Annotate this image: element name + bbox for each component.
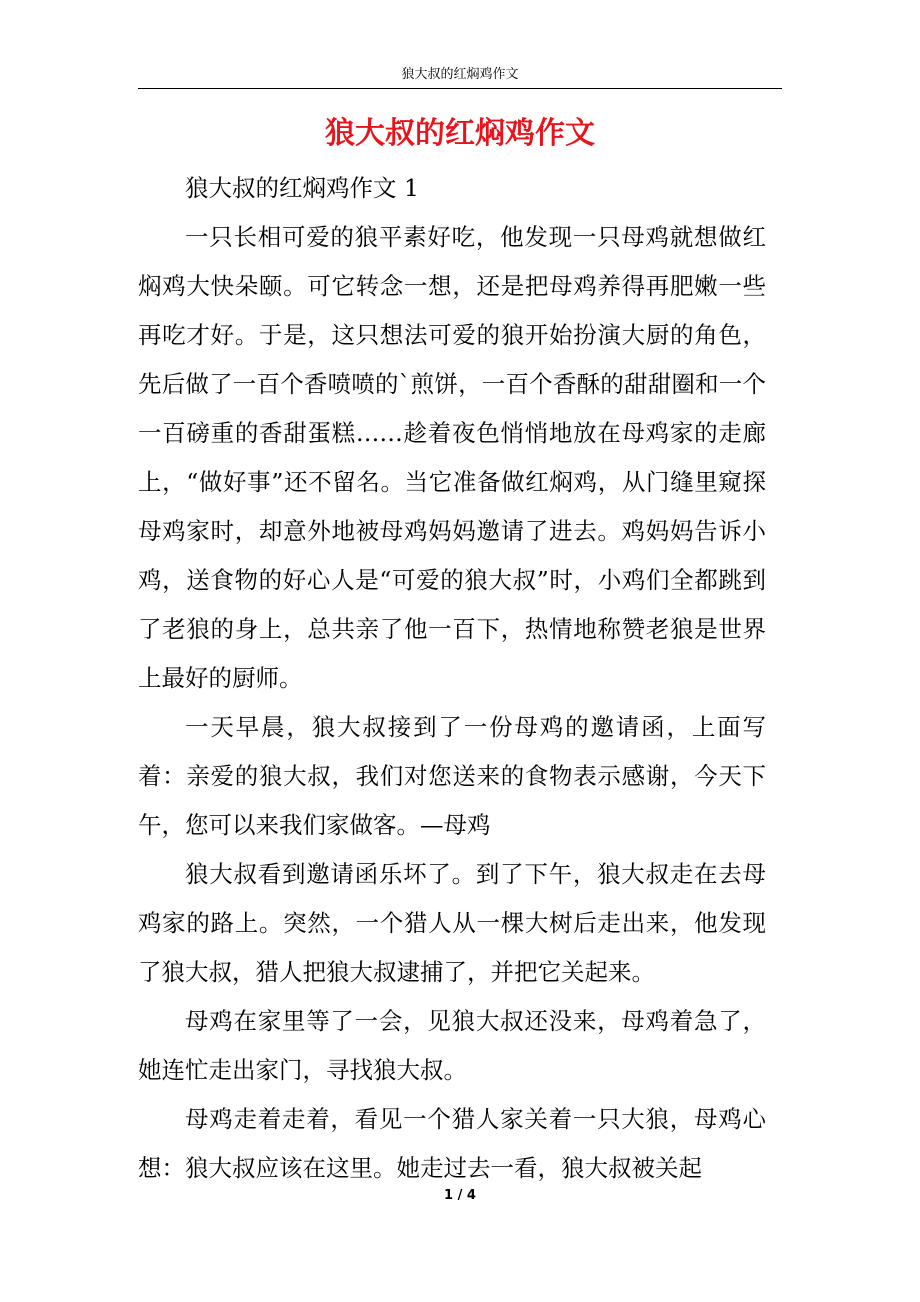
document-title: 狼大叔的红焖鸡作文 xyxy=(325,116,595,151)
paragraph-subtitle: 狼大叔的红焖鸡作文 1 xyxy=(185,174,419,202)
paragraph: 一天早晨，狼大叔接到了一份母鸡的邀请函，上面写着：亲爱的狼大叔，我们对您送来的食物表示感谢，今天下午，您可以来我们家做客。—母鸡 xyxy=(138,713,766,839)
paragraph: 一只长相可爱的狼平素好吃，他发现一只母鸡就想做红焖鸡大快朵颐。可它转念一想，还是把母鸡养得再肥嫩一些再吃才好。于是，这只想法可爱的狼开始扮演大厨的角色，先后做了一百个香喷喷的`煎饼，一百个香酥的甜甜圈和一个一百磅重的香甜蛋糕……趁着夜色悄悄地放在母鸡家的走廊上，“做好事”还不留名。当它准备做红焖鸡，从门缝里窥探母鸡家时，却意外地被母鸡妈妈邀请了进去。鸡妈妈告诉小鸡，送食物的好心人是“可爱的狼大叔”时，小鸡们全都跳到了老狼的身上，总共亲了他一百下，热情地称赞老狼是世界上最好的厨师。 xyxy=(138,223,766,692)
running-header: 狼大叔的红焖鸡作文 xyxy=(401,67,519,82)
paragraph: 狼大叔看到邀请函乐坏了。到了下午，狼大叔走在去母鸡家的路上。突然，一个猎人从一棵大树后走出来，他发现了狼大叔，猎人把狼大叔逮捕了，并把它关起来。 xyxy=(138,860,766,986)
paragraph: 母鸡走着走着，看见一个猎人家关着一只大狼，母鸡心想：狼大叔应该在这里。她走过去一看，狼大叔被关起 xyxy=(138,1105,766,1182)
document-body xyxy=(138,164,766,1193)
paragraph: 母鸡在家里等了一会，见狼大叔还没来，母鸡着急了，她连忙走出家门，寻找狼大叔。 xyxy=(138,1007,766,1084)
page-number: 1 / 4 xyxy=(444,1188,476,1203)
header-divider xyxy=(138,88,782,89)
